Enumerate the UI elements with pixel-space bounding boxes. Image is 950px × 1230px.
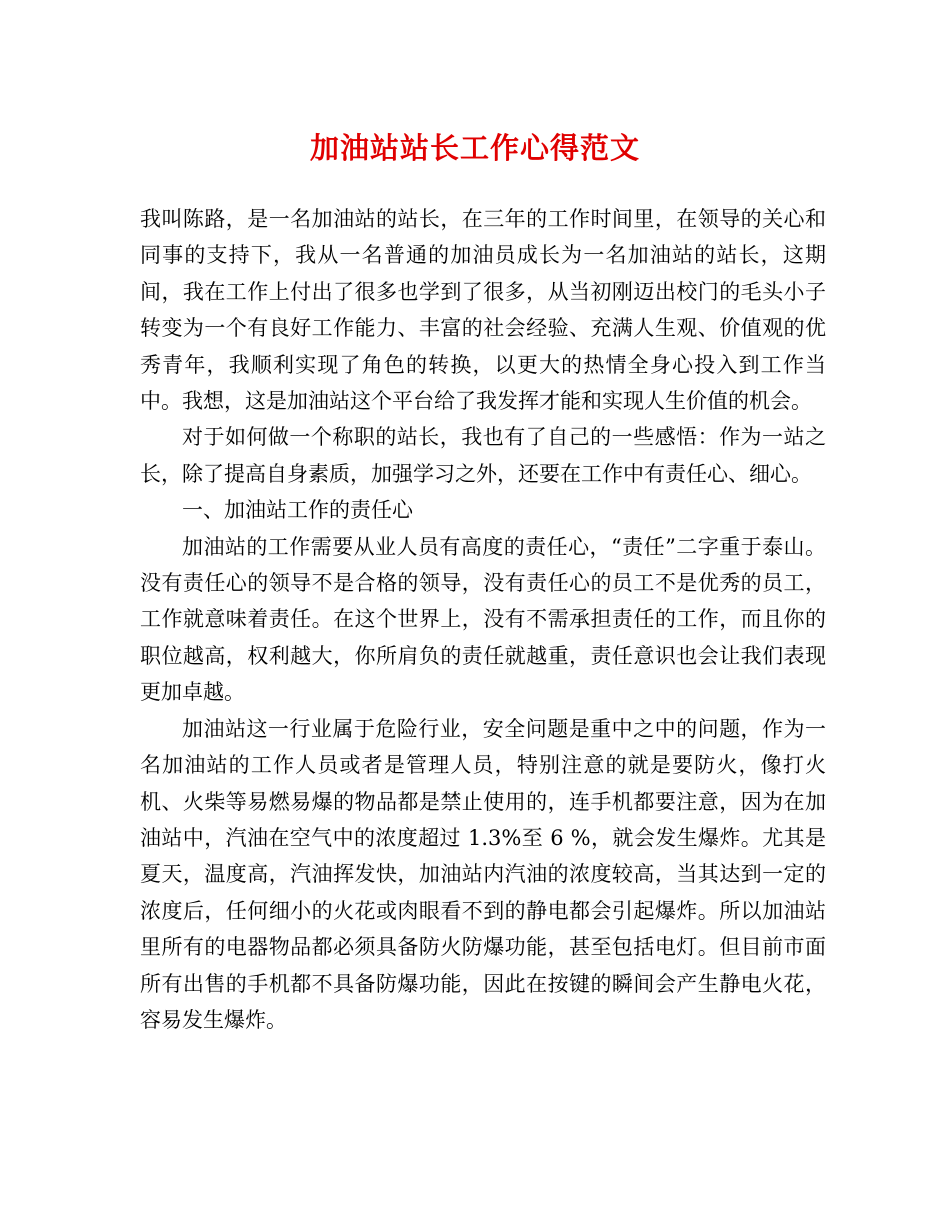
paragraph-intro: 我叫陈路，是一名加油站的站长，在三年的工作时间里，在领导的关心和同事的支持下，我从一名普通的加油员成长为一名加油站的站长，这期间，我在工作上付出了很多也学到了很多，从当初刚迈出校门的毛头小子转变为一个有良好工作能力、丰富的社会经验、充满人生观、价值观的优秀青年，我顺利实现了角色的转换，以更大的热情全身心投入到工作当中。我想，这是加油站这个平台给了我发挥才能和实现人生价值的机会。 [140,207,826,414]
paragraph-reflection: 对于如何做一个称职的站长，我也有了自己的一些感悟：作为一站之长，除了提高自身素质，加强学习之外，还要在工作中有责任心、细心。 [140,425,826,486]
paragraph-safety: 加油站这一行业属于危险行业，安全问题是重中之中的问题，作为一名加油站的工作人员或者是管理人员，特别注意的就是要防火，像打火机、火柴等易燃易爆的物品都是禁止使用的，连手机都要注意，因为在加油站中，汽油在空气中的浓度超过 1.3%至 6 %，就会发生爆炸。尤其是夏天，温度高，汽油挥发快，加油站内汽油的浓度较高，当其达到一定的浓度后，任何细小的火花或肉眼看不到的静电都会引起爆炸。所以加油站里所有的电器物品都必须具备防火防爆功能，甚至包括电灯。但目前市面所有出售的手机都不具备防爆功能，因此在按键的瞬间会产生静电火花，容易发生爆炸。 [140,716,826,1032]
document-body [140,201,826,1038]
section-heading-responsibility: 一、加油站工作的责任心 [182,498,413,523]
paragraph-responsibility: 加油站的工作需要从业人员有高度的责任心，“责任”二字重于泰山。没有责任心的领导不是合格的领导，没有责任心的员工不是优秀的员工，工作就意味着责任。在这个世界上，没有不需承担责任的工作，而且你的职位越高，权利越大，你所肩负的责任就越重，责任意识也会让我们表现更加卓越。 [140,534,826,705]
document-title: 加油站站长工作心得范文 [309,131,640,165]
